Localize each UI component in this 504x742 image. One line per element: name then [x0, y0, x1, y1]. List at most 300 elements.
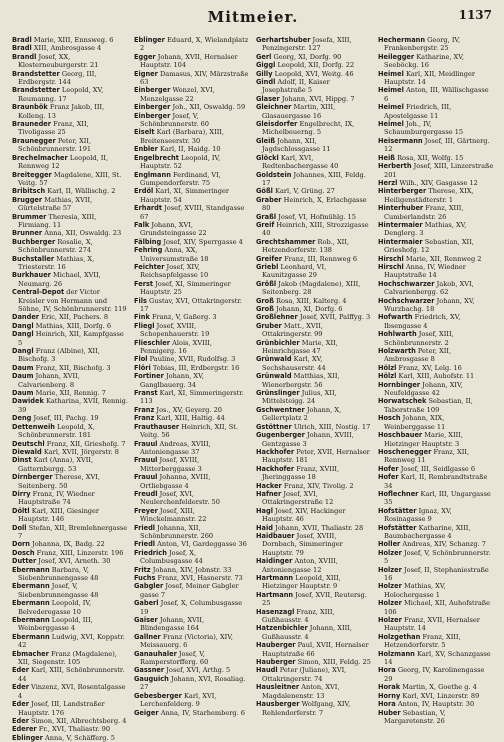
- entry-surname: Franz: [134, 405, 155, 414]
- entry-surname: Graber: [256, 195, 282, 204]
- entry-details: Georg, IV, Frankenbergstr. 25: [384, 36, 461, 53]
- entry-surname: Ebermann: [12, 616, 50, 625]
- entry-details: Friedrich, XV, Ibsengasse 4: [384, 313, 461, 330]
- entry-surname: Hinterhuber: [378, 204, 424, 213]
- entry-surname: Fliegl: [134, 321, 155, 330]
- directory-entry: [134, 53, 250, 70]
- entry-details: Therese, XVI, Seitenberg. 50: [18, 473, 100, 490]
- entry-surname: Freudl: [134, 489, 158, 498]
- directory-entry: [134, 221, 250, 238]
- directory-entry: [378, 381, 494, 398]
- entry-details: Karl, II, Haidg. 10: [157, 145, 221, 154]
- entry-details: Karl, XIII, Giesinger Hauptstr. 146: [18, 506, 100, 524]
- entry-surname: Eblinger: [134, 36, 165, 44]
- entry-details: Leopold, IV, Hauptstr. 52: [140, 153, 221, 171]
- directory-entry: [134, 524, 250, 541]
- entry-surname: Graßl: [256, 212, 277, 221]
- directory-entry: [12, 322, 128, 330]
- entry-details: Karl, XVI, Lerchenfelderg. 9: [140, 691, 217, 709]
- entry-surname: Holler: [378, 540, 401, 549]
- entry-surname: Gleiß: [256, 136, 276, 145]
- directory-entry: [12, 549, 128, 557]
- directory-entry: [256, 591, 372, 608]
- directory-entry: [12, 524, 128, 541]
- directory-entry: [134, 574, 250, 582]
- entry-details: Johann, XVII, Blindengasse 164: [140, 616, 205, 633]
- entry-surname: Holzer: [378, 616, 402, 625]
- directory-entry: [134, 204, 250, 221]
- directory-entry: [256, 624, 372, 641]
- entry-details: Sebastian, XII, Grieshofg. 12: [384, 237, 474, 255]
- entry-details: Peter, XVII, Hernalser Hauptstr. 181: [262, 447, 370, 465]
- directory-entry: [256, 423, 372, 431]
- entry-surname: Dangl: [12, 330, 34, 339]
- directory-entry: [12, 36, 128, 44]
- entry-surname: Daum: [12, 372, 34, 381]
- entry-surname: Heimel: [378, 120, 404, 129]
- directory-entry: [12, 473, 128, 490]
- entry-surname: Flöri: [134, 363, 151, 372]
- entry-surname: Hartmann: [256, 590, 294, 599]
- entry-surname: Gallner: [134, 632, 161, 641]
- entry-details: Franz, XIV, Tivolig. 2: [281, 481, 354, 490]
- entry-details: Josef, III, Pachg. 19: [31, 414, 99, 423]
- entry-details: Karl, XVI, Linzerstr. 89: [400, 691, 480, 700]
- entry-surname: Ebermann: [12, 582, 50, 591]
- entry-surname: Fälbing: [134, 237, 162, 246]
- entry-surname: Dorn: [12, 540, 30, 549]
- entry-details: Karl, V, Grüng. 27: [272, 187, 335, 196]
- directory-entry: [134, 582, 250, 599]
- entry-surname: Bradl: [12, 44, 32, 53]
- entry-details: Karl, XVII, Jörgerstr. 8: [41, 447, 119, 456]
- directory-entry: [378, 364, 494, 372]
- directory-entry: [378, 666, 494, 683]
- directory-entry: [12, 582, 128, 599]
- entry-details: Josef, V, Schönbrunnerstr. 60: [140, 111, 209, 129]
- entry-details: Ulrich, XIII, Nostig. 17: [291, 422, 371, 431]
- entry-surname: Frauthauser: [134, 422, 180, 431]
- entry-surname: Hauberger: [256, 658, 296, 667]
- entry-surname: Hackhofer: [256, 464, 295, 473]
- entry-surname: Gstöttner: [256, 422, 292, 431]
- entry-details: Wolfgang, XIV, Rehlendorferstr. 7: [262, 700, 351, 717]
- directory-entry: [256, 339, 372, 356]
- directory-entry: [12, 700, 128, 717]
- entry-details: Johann, XV, Ganglbauerg. 34: [140, 372, 204, 389]
- entry-details: Therese, XIX, Heiligenstädterstr. 1: [384, 187, 474, 204]
- entry-surname: Flieschler: [134, 338, 171, 347]
- directory-entry: [256, 322, 372, 339]
- entry-surname: Gaberl: [134, 599, 159, 608]
- directory-entry: [256, 490, 372, 507]
- entry-surname: Eigner: [134, 69, 158, 78]
- entry-surname: Hausberger: [256, 700, 300, 709]
- entry-surname: Gerl: [256, 52, 272, 61]
- entry-details: Josef, XVIII, Dornbach, Simmeringer Hauptstr. 79: [262, 531, 343, 557]
- directory-entry: [378, 448, 494, 465]
- entry-details: der Victor Kreisler von Hermann und Söhne, IV, Schönbrunnerstr. 119: [18, 288, 127, 313]
- entry-surname: Buchstaller: [12, 254, 55, 263]
- entry-surname: Hasenzagl: [256, 607, 295, 616]
- entry-surname: Größl: [256, 279, 277, 288]
- directory-entry: [134, 633, 250, 650]
- column-3: [256, 36, 372, 716]
- directory-entry: [378, 431, 494, 448]
- page-title: Mitmeier.: [207, 8, 299, 26]
- directory-entry: [134, 339, 250, 356]
- directory-entry: [378, 650, 494, 667]
- entry-surname: Gauguich: [134, 674, 169, 683]
- directory-entry: [12, 725, 128, 733]
- directory-entry: [378, 187, 494, 204]
- entry-details: Mathias, XIII, Dorfg. 6: [33, 321, 112, 330]
- entry-details: Leopold, IV, Belvederegasse 10: [18, 599, 92, 616]
- entry-surname: Fortiner: [134, 372, 164, 381]
- entry-details: Anton, IV, Hauptstr. 30: [395, 700, 475, 709]
- entry-details: Franz, IV, Wiedner Hauptstraße 74: [18, 489, 95, 507]
- entry-surname: Gleichner: [256, 103, 292, 112]
- directory-entry: [256, 666, 372, 683]
- entry-surname: Hoschbauer: [378, 431, 423, 440]
- entry-details: Franz, XII, Tivoligasse 25: [18, 120, 89, 137]
- directory-entry: [12, 86, 128, 103]
- directory-entry: [256, 70, 372, 78]
- entry-details: Johann, XIII, Gußhausstr. 4: [262, 624, 352, 641]
- entry-details: Josef, X, Columbusgasse 44: [140, 548, 203, 566]
- entry-details: Josef, XIV, Reichsapfelgasse 10: [140, 262, 209, 280]
- entry-surname: Heilegger: [378, 52, 415, 61]
- directory-entry: [256, 95, 372, 103]
- directory-entry: [256, 608, 372, 625]
- directory-entry: [134, 692, 250, 709]
- entry-surname: Frauul: [134, 456, 158, 465]
- entry-surname: Hausleitner: [256, 683, 300, 692]
- directory-entry: [134, 675, 250, 692]
- entry-details: Andreas, XVIII, Antoniengasse 37: [140, 439, 211, 456]
- entry-surname: Fehring: [134, 246, 163, 255]
- entry-surname: Hölzl: [378, 363, 397, 372]
- entry-details: Johann, XVIII, Gentzgasse 3: [262, 431, 354, 448]
- entry-details: Josef, X, Columbusgasse 19: [140, 599, 243, 616]
- entry-details: Franz, XIII, Hetzendorferstr. 5: [384, 632, 461, 650]
- entry-details: Josef, XVIII, Schopenhauerstr. 19: [140, 321, 210, 339]
- entry-surname: Hintermaier: [378, 220, 423, 229]
- entry-surname: Hochschwarzer: [378, 296, 435, 305]
- entry-surname: Deng: [12, 414, 32, 423]
- directory-entry: [378, 372, 494, 380]
- directory-entry: [378, 280, 494, 297]
- entry-surname: Burkhauer: [12, 271, 51, 280]
- entry-details: Franz, XVII, Hernalser Hauptstr. 14: [384, 616, 480, 633]
- entry-surname: Horwatschek: [378, 397, 427, 406]
- entry-surname: Einberger: [134, 111, 171, 120]
- entry-surname: Huber: [378, 708, 401, 717]
- directory-entry: [378, 473, 494, 490]
- directory-entry: [256, 482, 372, 490]
- directory-entry: [12, 137, 128, 154]
- directory-entry: [12, 271, 128, 288]
- entry-surname: Hirschl: [378, 262, 404, 271]
- entry-surname: Heimel: [378, 69, 404, 78]
- entry-details: Georg, IV, Karolinengasse 29: [384, 666, 485, 683]
- entry-surname: Dutter: [12, 557, 37, 566]
- entry-surname: Einberger: [134, 103, 171, 112]
- entry-details: Heinrich, XII, St. Veitg. 56: [140, 422, 238, 440]
- entry-surname: Frauul: [134, 473, 158, 482]
- entry-surname: Einberger: [134, 86, 171, 95]
- entry-surname: Friedrich: [134, 548, 167, 557]
- entry-details: Anna, IV, Wiedner Hauptstraße 14: [384, 262, 466, 280]
- directory-entry: [12, 633, 128, 650]
- entry-surname: Groß: [256, 296, 274, 305]
- directory-entry: [12, 423, 128, 440]
- entry-details: Franz, V, Gaßerg. 3: [149, 313, 217, 322]
- entry-details: Sebastian, V, Margaretenstr. 26: [384, 708, 446, 725]
- directory-entry: [378, 36, 494, 53]
- entry-surname: Feichter: [134, 262, 165, 271]
- column-4: [378, 36, 494, 725]
- entry-surname: Dinst: [12, 456, 32, 465]
- entry-details: Johann, XVII, Thaliastr. 28: [272, 523, 364, 532]
- entry-surname: Hackhofer: [256, 447, 295, 456]
- entry-surname: Freyer: [134, 506, 158, 515]
- entry-details: Anna, V, Schäfferg. 5: [42, 733, 115, 742]
- entry-surname: Geiger: [134, 708, 159, 717]
- entry-surname: Englmann: [134, 170, 171, 179]
- entry-details: Karl, XIII, Auhofstr. 11: [396, 372, 475, 381]
- directory-entry: [12, 507, 128, 524]
- directory-entry: [256, 658, 372, 666]
- entry-details: Adolf, II, Kaiser Josephstraße 5: [262, 78, 330, 95]
- directory-entry: [12, 44, 128, 52]
- entry-surname: Fuchs: [134, 574, 156, 582]
- entry-surname: Eiselt: [134, 128, 155, 137]
- directory-entry: [378, 86, 494, 103]
- directory-entry: [12, 196, 128, 213]
- directory-entry: [378, 465, 494, 473]
- directory-entry: [378, 540, 494, 548]
- entry-surname: Glöckl: [256, 153, 279, 162]
- directory-entry: [134, 549, 250, 566]
- entry-surname: Hora: [378, 666, 396, 675]
- entry-surname: Central-Depot: [12, 288, 65, 297]
- directory-entry: [256, 700, 372, 717]
- entry-details: Matthias, XII, Wienerbergstr. 56: [262, 372, 340, 389]
- directory-entry: [256, 355, 372, 372]
- page-header: [12, 6, 494, 36]
- entry-details: Joh., IV, Schaumburgergasse 15: [384, 120, 464, 137]
- entry-surname: Hofer: [378, 464, 399, 473]
- directory-entry: [256, 187, 372, 195]
- directory-entry: [378, 633, 494, 650]
- directory-entry: [378, 507, 494, 524]
- directory-entry: [12, 330, 128, 347]
- directory-entry: [134, 187, 250, 204]
- entry-details: Georg, XI, Dorfg. 90: [271, 52, 342, 61]
- entry-surname: Griebl: [256, 262, 279, 271]
- directory-entry: [256, 297, 372, 305]
- directory-entry: [378, 582, 494, 599]
- directory-entry: [12, 557, 128, 565]
- entry-details: Karl, XIII, Schönbrunnerstr. 44: [18, 666, 125, 683]
- directory-entry: [134, 364, 250, 372]
- entry-surname: Holzer: [378, 548, 402, 557]
- entry-details: Franz, XIII, Linzerstr. 196: [34, 548, 124, 557]
- directory-entry: [378, 154, 494, 162]
- entry-surname: Brandl: [12, 52, 37, 61]
- directory-entry: [378, 683, 494, 691]
- directory-entry: [256, 389, 372, 406]
- entry-details: Mathias, XV, Denglerg. 3: [384, 220, 467, 238]
- directory-entry: [12, 187, 128, 195]
- entry-details: Josef, III, Gärtnerg. 12: [384, 136, 490, 154]
- entry-details: Franz, III, Rennweg 6: [282, 254, 358, 263]
- entry-surname: Ebermann: [12, 599, 50, 608]
- entry-surname: Hagl: [256, 506, 273, 515]
- entry-surname: Hornbinger: [378, 380, 421, 389]
- entry-details: Rosa, XII, Wolfg. 15: [395, 153, 464, 162]
- entry-details: Johann, XVI, Hippg. 7: [279, 94, 355, 103]
- directory-entry: [256, 238, 372, 255]
- directory-entry: [12, 70, 128, 87]
- entry-details: Josef, XVI, Arneth. 30: [36, 557, 111, 566]
- entry-details: Heinrich, XIII, Strozzigasse 40: [262, 220, 369, 238]
- entry-surname: Grünwald: [256, 372, 292, 381]
- entry-surname: Hohlwarth: [378, 330, 417, 339]
- entry-surname: Hofstätter: [378, 506, 417, 515]
- entry-surname: Franst: [134, 389, 158, 398]
- entry-surname: Braunegger: [12, 136, 56, 145]
- entry-details: Gustav, XVI, Ottakringerstr. 17: [140, 296, 242, 313]
- directory-entry: [134, 372, 250, 389]
- directory-entry: [256, 431, 372, 448]
- directory-entry: [12, 288, 128, 313]
- entry-details: Josef, II, Stephaniestraße 16: [384, 565, 489, 582]
- entry-details: Karl, XIII, Haltig. 44: [154, 414, 225, 423]
- entry-details: Michael, XVII, Neumarg. 26: [18, 271, 101, 288]
- directory-entry: [378, 414, 494, 431]
- entry-surname: Breitegger: [12, 170, 52, 179]
- directory-entry: [256, 263, 372, 280]
- entry-surname: Hofstätter: [378, 523, 417, 532]
- entry-details: Fr., XVI, Thaliastr. 90: [36, 725, 111, 734]
- entry-details: Josef, XIII, Linzerstraße 201: [384, 162, 494, 179]
- entry-surname: Hintermaier: [378, 237, 423, 246]
- entry-surname: Buchberger: [12, 237, 56, 246]
- entry-surname: Ferst: [134, 279, 154, 288]
- entry-details: Josef, XIII, Schönbrunnerstr. 2: [384, 330, 454, 347]
- entry-surname: Daum: [12, 363, 34, 372]
- entry-details: Simon, XIII, Feldg. 25: [295, 658, 371, 667]
- directory-entry: [134, 566, 250, 574]
- entry-surname: Grünwald: [256, 355, 292, 364]
- entry-surname: Hartmann: [256, 574, 294, 582]
- entry-details: Josef, III, Landstraßer Hauptstr. 176: [18, 700, 105, 717]
- entry-surname: Holzwarth: [378, 347, 416, 356]
- entry-details: Peter (Juliane), XVI, Ottakringerstr. 74: [262, 666, 347, 683]
- entry-surname: Braunbök: [12, 103, 48, 112]
- entry-details: Josef, XIV, Hackinger Hauptstr. 46: [262, 506, 346, 524]
- entry-surname: Ebmacher: [12, 649, 49, 658]
- entry-details: Marie, XIII, Ennsweg. 6: [31, 36, 114, 44]
- directory-entry: [134, 406, 250, 414]
- entry-details: Karl, XI, Simmeringer Hauptstr. 54: [140, 187, 229, 204]
- entry-surname: Deutschl: [12, 439, 45, 448]
- entry-details: Josef, XIV, Sperrgasse 4: [161, 237, 243, 246]
- directory-entry: [378, 549, 494, 566]
- entry-surname: Gugenberger: [256, 431, 305, 440]
- directory-entry: [378, 238, 494, 255]
- entry-details: Johann, XVII, Hernalser Hauptstr. 104: [140, 52, 238, 70]
- entry-details: Damasus, XIV, Märzstraße 63: [140, 69, 249, 87]
- entry-surname: Hofer: [378, 473, 399, 482]
- entry-details: Alois, XVIII, Pennigerg. 16: [140, 338, 213, 356]
- directory-entry: [256, 448, 372, 465]
- directory-entry: [256, 524, 372, 532]
- entry-details: Karl, XV, Schanzgasse 14: [384, 649, 491, 667]
- entry-details: Franz, XV, Lelg. 16: [396, 363, 462, 372]
- entry-details: Leopold, X, Schönbrunnerstr. 181: [18, 422, 95, 440]
- directory-entry: [256, 280, 372, 297]
- entry-surname: Eder: [12, 716, 29, 725]
- directory-entry: [134, 246, 250, 263]
- entry-details: Karl, XV, Sechshauserstr. 44: [262, 355, 326, 372]
- directory-entry: [378, 397, 494, 414]
- entry-details: Johann, XVI, Rosaliag. 27: [140, 674, 246, 692]
- directory-entry: [134, 599, 250, 616]
- directory-entry: [378, 137, 494, 154]
- directory-entry: [134, 473, 250, 490]
- entry-details: Mathias, X, Triesterstr. 16: [18, 254, 95, 271]
- directory-entry: [134, 540, 250, 548]
- directory-entry: [12, 397, 128, 414]
- entry-surname: Hochschwarzer: [378, 279, 435, 288]
- entry-details: Pauline, XVII, Rudolfsg. 3: [147, 355, 236, 364]
- directory-entry: [12, 683, 128, 700]
- directory-entry: [256, 36, 372, 53]
- directory-entry: [256, 61, 372, 69]
- directory-entry: [378, 120, 494, 137]
- entry-details: Josefa, XIII, Penzingerstr. 127: [262, 36, 352, 53]
- directory-entry: [134, 709, 250, 717]
- directory-entry: [12, 255, 128, 272]
- directory-entry: [134, 414, 250, 422]
- entry-details: Johanna, XVIII, Ortliebgasse 4: [140, 473, 211, 490]
- entry-details: Engelbrecht, IX, Michelbeuerng. 5: [262, 120, 355, 137]
- entry-surname: Hechermann: [378, 36, 426, 44]
- entry-details: Leonhard, VI, Kaunitzgasse 29: [262, 262, 327, 280]
- entry-surname: Gassner: [134, 666, 165, 675]
- entry-surname: Flol: [134, 355, 148, 364]
- directory-entry: [134, 616, 250, 633]
- directory-entry: [12, 599, 128, 616]
- directory-entry: [256, 683, 372, 700]
- entry-details: Anna, XII, Oswaldg. 23: [42, 229, 122, 238]
- entry-details: Katharine, XV, Seeböckg. 16: [384, 52, 464, 70]
- directory-entry: [12, 440, 128, 448]
- entry-details: Leopold, XVI, Weitg. 46: [272, 69, 354, 78]
- entry-surname: Haid: [256, 523, 273, 532]
- entry-surname: Hora: [378, 700, 396, 709]
- directory-entry: [378, 221, 494, 238]
- directory-entry: [256, 406, 372, 423]
- directory-entry: [378, 700, 494, 708]
- entry-surname: Friedl: [134, 523, 156, 532]
- entry-details: XIII, Ambrosgasse 4: [31, 44, 102, 53]
- entry-surname: Egger: [134, 52, 156, 61]
- directory-entry: [378, 709, 494, 726]
